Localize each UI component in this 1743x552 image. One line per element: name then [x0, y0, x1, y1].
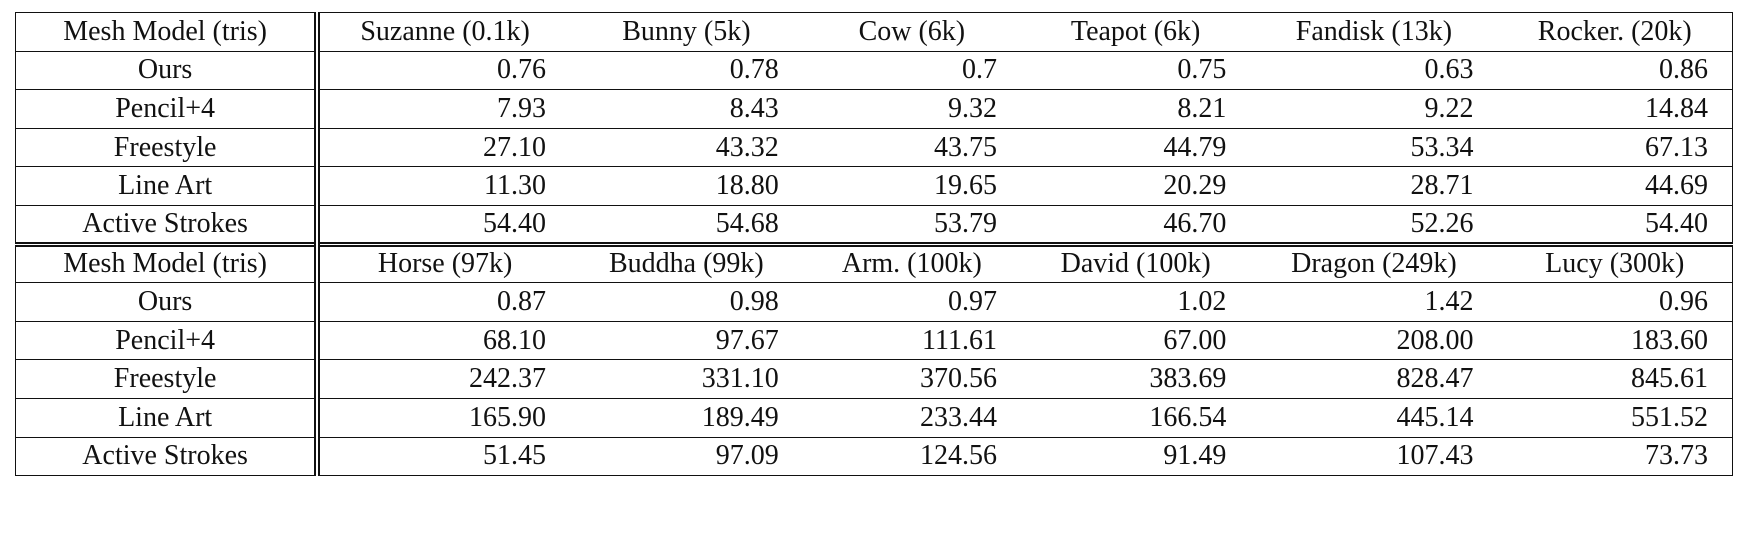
value-cell: 46.70 — [1021, 205, 1250, 244]
table-row — [16, 398, 1733, 437]
method-label: Pencil+4 — [16, 321, 318, 360]
value-cell: 9.32 — [803, 90, 1021, 129]
value-cell: 8.43 — [570, 90, 803, 129]
value-cell: 445.14 — [1250, 398, 1497, 437]
value-cell: 165.90 — [317, 398, 570, 437]
table-row — [16, 283, 1733, 322]
method-label: Freestyle — [16, 128, 318, 167]
method-label: Line Art — [16, 167, 318, 206]
model-header: Lucy (300k) — [1498, 244, 1733, 283]
model-header: Fandisk (13k) — [1250, 13, 1497, 52]
value-cell: 1.02 — [1021, 283, 1250, 322]
value-cell: 51.45 — [317, 437, 570, 476]
model-header: Teapot (6k) — [1021, 13, 1250, 52]
value-cell: 14.84 — [1498, 90, 1733, 129]
value-cell: 28.71 — [1250, 167, 1497, 206]
model-header: Suzanne (0.1k) — [317, 13, 570, 52]
results-table-container — [15, 12, 1733, 476]
value-cell: 331.10 — [570, 360, 803, 399]
value-cell: 233.44 — [803, 398, 1021, 437]
header-row — [16, 244, 1733, 283]
results-table-body — [16, 13, 1733, 476]
value-cell: 370.56 — [803, 360, 1021, 399]
model-header: Dragon (249k) — [1250, 244, 1497, 283]
value-cell: 242.37 — [317, 360, 570, 399]
value-cell: 183.60 — [1498, 321, 1733, 360]
value-cell: 828.47 — [1250, 360, 1497, 399]
value-cell: 67.00 — [1021, 321, 1250, 360]
value-cell: 0.86 — [1498, 51, 1733, 90]
table-row — [16, 437, 1733, 476]
method-label: Active Strokes — [16, 205, 318, 244]
table-row — [16, 128, 1733, 167]
value-cell: 53.34 — [1250, 128, 1497, 167]
value-cell: 20.29 — [1021, 167, 1250, 206]
value-cell: 54.68 — [570, 205, 803, 244]
value-cell: 43.32 — [570, 128, 803, 167]
value-cell: 97.67 — [570, 321, 803, 360]
value-cell: 845.61 — [1498, 360, 1733, 399]
model-header: Rocker. (20k) — [1498, 13, 1733, 52]
value-cell: 111.61 — [803, 321, 1021, 360]
results-table — [15, 12, 1733, 476]
value-cell: 53.79 — [803, 205, 1021, 244]
value-cell: 1.42 — [1250, 283, 1497, 322]
table-row — [16, 51, 1733, 90]
value-cell: 73.73 — [1498, 437, 1733, 476]
value-cell: 91.49 — [1021, 437, 1250, 476]
value-cell: 0.78 — [570, 51, 803, 90]
value-cell: 0.75 — [1021, 51, 1250, 90]
model-header: Horse (97k) — [317, 244, 570, 283]
table-row — [16, 360, 1733, 399]
value-cell: 107.43 — [1250, 437, 1497, 476]
value-cell: 0.98 — [570, 283, 803, 322]
value-cell: 67.13 — [1498, 128, 1733, 167]
value-cell: 166.54 — [1021, 398, 1250, 437]
value-cell: 43.75 — [803, 128, 1021, 167]
table-row — [16, 321, 1733, 360]
header-row — [16, 13, 1733, 52]
value-cell: 19.65 — [803, 167, 1021, 206]
value-cell: 551.52 — [1498, 398, 1733, 437]
model-header: David (100k) — [1021, 244, 1250, 283]
value-cell: 11.30 — [317, 167, 570, 206]
value-cell: 27.10 — [317, 128, 570, 167]
value-cell: 189.49 — [570, 398, 803, 437]
value-cell: 97.09 — [570, 437, 803, 476]
value-cell: 383.69 — [1021, 360, 1250, 399]
value-cell: 44.79 — [1021, 128, 1250, 167]
model-header: Bunny (5k) — [570, 13, 803, 52]
value-cell: 208.00 — [1250, 321, 1497, 360]
header-label: Mesh Model (tris) — [16, 244, 318, 283]
value-cell: 0.63 — [1250, 51, 1497, 90]
value-cell: 52.26 — [1250, 205, 1497, 244]
value-cell: 54.40 — [317, 205, 570, 244]
value-cell: 0.97 — [803, 283, 1021, 322]
model-header: Arm. (100k) — [803, 244, 1021, 283]
value-cell: 0.7 — [803, 51, 1021, 90]
method-label: Ours — [16, 51, 318, 90]
value-cell: 8.21 — [1021, 90, 1250, 129]
value-cell: 0.87 — [317, 283, 570, 322]
method-label: Pencil+4 — [16, 90, 318, 129]
model-header: Cow (6k) — [803, 13, 1021, 52]
method-label: Ours — [16, 283, 318, 322]
value-cell: 124.56 — [803, 437, 1021, 476]
value-cell: 7.93 — [317, 90, 570, 129]
method-label: Active Strokes — [16, 437, 318, 476]
value-cell: 18.80 — [570, 167, 803, 206]
table-row — [16, 167, 1733, 206]
value-cell: 0.76 — [317, 51, 570, 90]
method-label: Freestyle — [16, 360, 318, 399]
model-header: Buddha (99k) — [570, 244, 803, 283]
header-label: Mesh Model (tris) — [16, 13, 318, 52]
table-row — [16, 205, 1733, 244]
value-cell: 54.40 — [1498, 205, 1733, 244]
table-row — [16, 90, 1733, 129]
value-cell: 0.96 — [1498, 283, 1733, 322]
value-cell: 9.22 — [1250, 90, 1497, 129]
method-label: Line Art — [16, 398, 318, 437]
value-cell: 68.10 — [317, 321, 570, 360]
value-cell: 44.69 — [1498, 167, 1733, 206]
